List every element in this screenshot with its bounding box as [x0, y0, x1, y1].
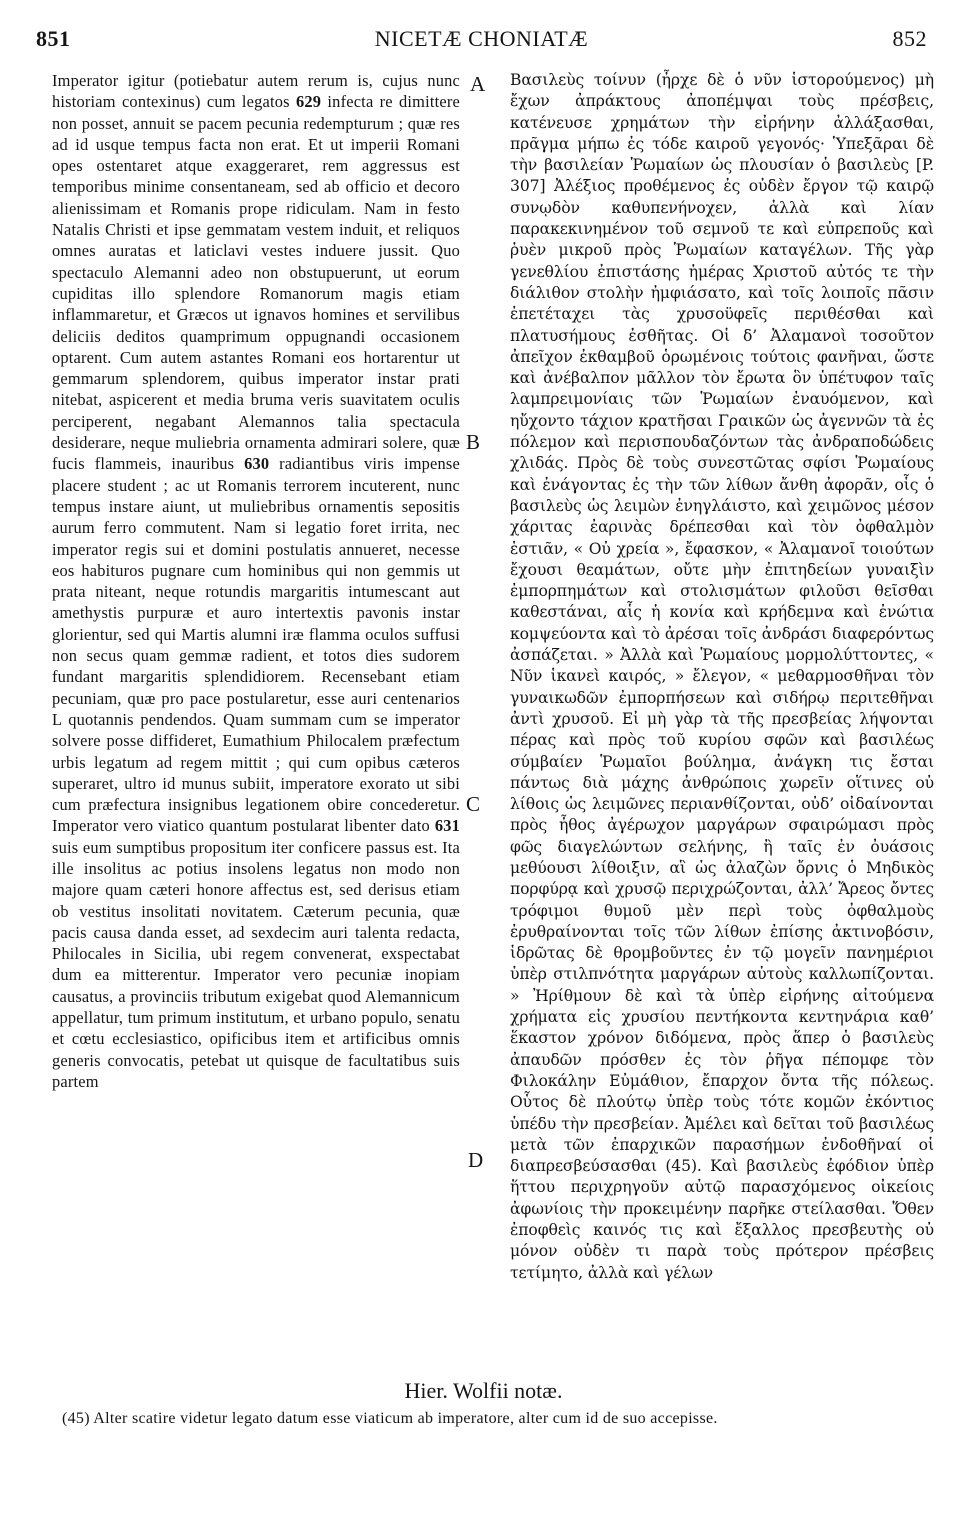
latin-segment-4: suis eum sumptibus propositum iter conficere passus est. Ita ille insolitus ac potius insolens legatus non modo non majore quam cæteri honore affectus est, sed derisus etiam ob vestitus insolitati novitatem. Cæterum pecunia, quæ pacis causa danda esset, ad sexdecim auri talenta redacta, Philocales in Sicilia, ubi regem convenerat, exspectabat dum ea mitterentur. Imperator vero pecuniæ inopiam causatus, a provinciis tributum exigebat quod Alemannicum appellatur, tum primum institutum, et urbano populo, senatu et cœtu ecclesiastico, opificibus item et artificibus omnis generis convocatis, petebat ut quisque de facultatibus suis partem [52, 837, 460, 1091]
latin-segment-1: Imperator igitur (potiebatur autem rerum is, cujus nunc historiam contexinus) cum legatos [52, 71, 460, 112]
latin-text [52, 70, 460, 1092]
section-marker-c: C [466, 792, 481, 816]
section-marker-d: D [468, 1148, 484, 1172]
greek-text: Βασιλεὺς τοίνυν (ἦρχε δὲ ὁ νῦν ἱστορούμενος) μὴ ἔχων ἀπράκτους ἀποπέμψαι τοὺς πρέσβεις, κατένευσε χρημάτων τὴν εἰρήνην ἀλλάξασθαι, πρᾶγμα μήπω ἐς τόδε καιροῦ γεγονός· Ὑπεξᾶραι δὲ τὴν βασιλείαν Ῥωμαίων ὡς πλουσίαν ὁ βασιλεὺς [P. 307] Ἀλέξιος προθέμενος ἐς οὐδὲν ἔργον τῷ καιρῷ συνῳδὸν καθυπενήνοχεν, ἀλλὰ καὶ λίαν παρακεκινημένον τοῦ σεμνοῦ τε καὶ εὐπρεποῦς καὶ ῥυὲν μικροῦ πρὸς Ῥωμαίων καταγέλων. Τῆς γὰρ γενεθλίου ἐπιστάσης ἡμέρας Χριστοῦ αὐτός τε τὴν διάλιθον στολὴν ἠμφιάσατο, καὶ τοῖς λοιποῖς πᾶσιν ἐπετέταχει τὰς χρυσοϋφεῖς περιθέσθαι καὶ πλατυσήμους ἐσθῆτας. Οἱ δ’ Ἀλαμανοὶ τοσοῦτον ἀπεῖχον ἐκθαμβοῦ ὁρωμένοις τούτοις φανῆναι, ὥστε καὶ ἀνέβαλπον μᾶλλον τὸν ἔρωτα ὃν ὑπέτυφον ταῖς λαμπρειμονίαις τῶν Ῥωμαίων ἐναυόμενον, καὶ ηὔχοντο τάχιον κρατῆσαι Γραικῶν ὡς ἀγεννῶν τὰ ἐς πόλεμον καὶ περισπουδαζόντων τὰς ἀνδραποδώδεις χλιδάς. Πρὸς δὲ τοὺς συνεστῶτας σφίσι Ῥωμαίους καὶ ἐνάγοντας ἐς τὴν τῶν λίθων ἄνθη ἀφορᾶν, οἷς ὁ βασιλεὺς ὡς λειμὼν ἐνηγλάιστο, καὶ χειμῶνος μέσον χάριτας ἐαρινὰς δρέπεσθαι καὶ τὸν ὀφθαλμὸν ἑστιᾶν, « Οὐ χρεία », ἔφασκον, « Ἀλαμανοῖ τοιούτων ἔχουσι θεαμάτων, οὔτε μὴν ἐπιτηδείων γυναιξὶν ἐμπορπημάτων καὶ στολισμάτων φιλοῦσι θεῖσθαι καθεστάναι, αἷς ἡ κονία καὶ κρήδεμνα καὶ ἐνώτια κομψεύοντα καὶ τὸ ἀρέσαι τοῖς ἀνδράσι διαφερόντως ἀσπάζεται. » Ἀλλὰ καὶ Ῥωμαίους μορμολύττοντες, « Νῦν ἱκανεὶ καιρός, » ἔλεγον, « μεθαρμοσθῆναι τὸν γυναικωδῶν ἐμπορπήσεων καὶ σιδήρῳ περιτεθῆναι ἀντὶ χρυσοῦ. Εἰ μὴ γὰρ τὰ τῆς πρεσβείας λήψονται πέρας καὶ πρὸς τοῦ κυρίου σφῶν καὶ βασιλέως σύμβαίεν Ῥωμαῖοι βούλημα, ἀνάγκη τις ἔσται πάντως διὰ μάχης ἀνθρώποις χωρεῖν οἵτινες οὐ λίθοις ὡς λειμῶνες περιανθίζονται, οὐδ’ οἰδαίνονται πρὸς ἦθος ἀγέρωχον μαργάρων σφαιρώμασι πρὸς φῶς διαγελώντων σελήνης, ἢ ταῖς ἐν ὀυάσοις μεθύουσι λίθοιξιν, αἳ ὡς ἀλαζὼν ὄρνις ὁ Μηδικὸς πορφύρᾳ καὶ χρυσῷ περιχρώζονται, ἀλλ’ Ἄρεος ὄντες τρόφιμοι θυμοῦ μὲν περὶ τοὺς ὀφθαλμοὺς ἐρυθραίνονται τοῖς τῶν λίθων ἐπίσης ἀκτινοβόσιν, ἱδρῶτας δὲ θρομβοῦντες ἐν τῷ μογεῖν πανημέριοι ὑπὲρ στιλπνότητα μαργάρων αὐτοὺς καλλωπίζονται. » Ἠρίθμουν δὲ καὶ τὰ ὑπὲρ εἰρήνης αἰτούμενα χρήματα εἰς χρυσίου πεντήκοντα κεντηνάρια καθ’ ἕκαστον χρόνον διδόμενα, πρὸς ἅπερ ὁ βασιλεὺς ἀπαυδῶν πρόσθεν ἐς τὸν ῥῆγα πέπομφε τὸν Φιλοκάλην Εὐμάθιον, ἔπαρχον ὄντα τῆς πόλεως. Οὗτος δὲ πλούτῳ ὑπὲρ τοὺς τότε κομῶν ἐκόντιος ὑπέδυ τὴν πρεσβείαν. Ἀμέλει καὶ δεῖται τοῦ βασιλέως μετὰ τῶν ἐπαρχικῶν παρασήμων ἐνδοθῆναί οἱ διαπρεσβεύσασθαι (45). Καὶ βασιλεὺς ἐφόδιον ὑπὲρ ἥττου περιχρηγοῦν αὐτῷ παρασχόμενος οἰκείοις ἀφωνίοις τὴν προκειμένην παρῆκε στείλασθαι. Ὅθεν ἐποφθεὶς καινός τις καὶ ἔξαλλος πρεσβευτὴς οὐ μόνον οὐδὲν τι παρὰ τοὺς πρότερον πρέσβεις τετίμητο, ἀλλὰ καὶ γέλων [510, 71, 934, 1282]
running-title: NICETÆ CHONIATÆ [374, 26, 589, 51]
page-header [36, 26, 927, 60]
page-number-left: 851 [36, 26, 71, 51]
section-marker-b: B [466, 430, 481, 454]
greek-column [510, 70, 934, 1284]
notes-heading: Hier. Wolfii notæ. [404, 1378, 563, 1403]
page-number-right: 852 [892, 26, 927, 51]
column-number-630: 630 [244, 454, 270, 474]
section-marker-a: A [470, 72, 486, 96]
footnote-45: (45) Alter scatire videtur legato datum esse viaticum ab imperatore, alter cum id de suo accepisse. [62, 1410, 718, 1427]
latin-segment-2: infecta re dimittere non posset, annuit se pacem pecunia redempturum ; quæ res ad id usque tempus facta non erat. Et ut imperii Romani opes ostentaret atque exaggeraret, rem aggressus est temporibus minime consentaneam, sed ab officio et decoro alienissimam et Romanis prope ridiculam. Nam in festo Natalis Christi et ipse gemmatam vestem induit, et reliquos omnes auratas et laticlavi vestes induere jussit. Quo spectaculo Alemanni adeo non obstupuerunt, ut eorum cupiditas illo splendore Romanorum magis etiam inflammaretur, et Græcos ut ignavos homines et servilibus deliciis deditos quamprimum oppugnandi occasionem optarent. Cum autem astantes Romani eos hortarentur ut gemmarum splendorem, quibus imperator instar prati nitebat, aspicerent et media bruma veris suavitatem oculis perciperent, negabant Alemannos talia spectacula desiderare, neque muliebria ornamenta admirari solere, quæ fucis flammeis, inauribus [52, 92, 460, 474]
latin-segment-3: radiantibus viris impense placere student ; ac ut Romanis terrorem incuterent, nunc tempus instare aiunt, ut muliebribus ornamentis sepositis aurum ferro commutent. Nam si legatio foret irrita, nec imperator regis sui et domini postulatis annueret, necesse eos habituros pugnare cum hominibus qui non gemmis ut prata niteant, neque rotundis margaritis intumescant aut amethystis purpuræ et auro intertextis pavonis instar glorientur, sed qui Martis alumni iræ flamma oculos suffusi non secus quam gemmæ radient, et totos dies sudorem fundant margaritis splendidiorem. Recensebant etiam pecuniam, quæ pro pace postularetur, esse auri centenarios L quotannis pendendos. Quam summam cum se imperator solvere posse diffideret, Eumathium Philocalem præfectum urbis legatum ad regem mittit ; qui cum opibus cæteros superaret, ultro id munus subiit, imperatore exorato ut sibi cum præfectura insignibus legationem obire concederetur. Imperator vero viatico quantum postularat libenter dato [52, 454, 460, 836]
latin-column [52, 70, 460, 1092]
column-number-631: 631 [434, 816, 460, 836]
column-number-629: 629 [296, 92, 322, 112]
